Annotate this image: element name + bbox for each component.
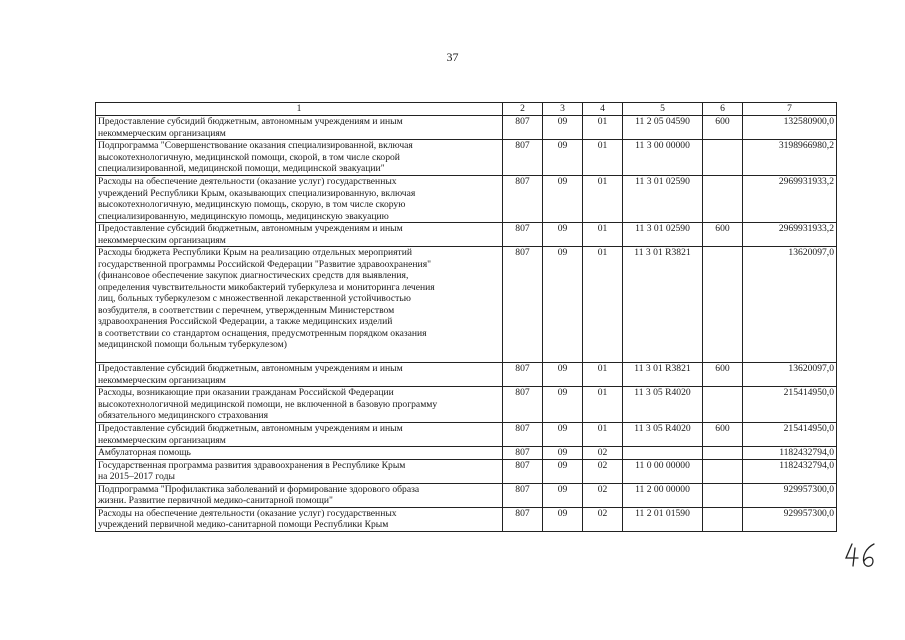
row-target-article: 11 3 05 R4020 xyxy=(623,387,703,423)
row-target-article: 11 2 05 04590 xyxy=(623,116,703,140)
row-ministry-code: 807 xyxy=(503,387,543,423)
row-section-code: 09 xyxy=(543,387,583,423)
row-amount: 3198966980,2 xyxy=(743,140,837,176)
row-section-code: 09 xyxy=(543,223,583,247)
table-row xyxy=(96,116,837,140)
budget-table xyxy=(95,102,837,532)
row-amount: 2969931933,2 xyxy=(743,176,837,223)
row-target-article: 11 0 00 00000 xyxy=(623,459,703,483)
row-section-code: 09 xyxy=(543,140,583,176)
row-name-cell: Расходы, возникающие при оказании гражданам Российской Федерации высокотехнологичной медицинской помощи, не включенной в базовую программу обязательного медицинского страхования xyxy=(96,387,503,423)
row-expense-type xyxy=(703,387,743,423)
row-target-article: 11 3 01 02590 xyxy=(623,223,703,247)
column-header-2: 2 xyxy=(503,103,543,116)
column-header-7: 7 xyxy=(743,103,837,116)
row-target-article: 11 3 00 00000 xyxy=(623,140,703,176)
row-target-article: 11 3 05 R4020 xyxy=(623,423,703,447)
table-row xyxy=(96,363,837,387)
row-name-cell: Расходы на обеспечение деятельности (оказание услуг) государственных учреждений первичной медико-санитарной помощи Республики Крым xyxy=(96,507,503,531)
row-ministry-code: 807 xyxy=(503,363,543,387)
row-expense-type: 600 xyxy=(703,363,743,387)
row-amount: 1182432794,0 xyxy=(743,459,837,483)
row-name-cell: Расходы бюджета Республики Крым на реализацию отдельных мероприятий государственной программы Российской Федерации "Развитие здравоохранения" (финансовое обеспечение закупок диагностических средств для выявления, определения чувствительности микобактерий туберкулеза и мониторинга лечения лиц, больных туберкулезом с множественной лекарственной устойчивостью возбудителя, в соответствии с перечнем, утвержденным Министерством здравоохранения Российской Федерации, а также медицинских изделий в соответствии со стандартом оснащения, предусмотренным порядком оказания медицинской помощи больным туберкулезом) xyxy=(96,247,503,363)
row-target-article: 11 3 01 R3821 xyxy=(623,363,703,387)
row-section-code: 09 xyxy=(543,176,583,223)
row-name-cell: Государственная программа развития здравоохранения в Республике Крым на 2015–2017 годы xyxy=(96,459,503,483)
row-ministry-code: 807 xyxy=(503,140,543,176)
column-header-1: 1 xyxy=(96,103,503,116)
row-name-cell: Предоставление субсидий бюджетным, автономным учреждениям и иным некоммерческим организациям xyxy=(96,423,503,447)
row-name-cell: Предоставление субсидий бюджетным, автономным учреждениям и иным некоммерческим организациям xyxy=(96,363,503,387)
row-amount: 929957300,0 xyxy=(743,483,837,507)
row-expense-type xyxy=(703,140,743,176)
table-row xyxy=(96,140,837,176)
row-name-cell: Предоставление субсидий бюджетным, автономным учреждениям и иным некоммерческим организациям xyxy=(96,223,503,247)
row-name-cell: Предоставление субсидий бюджетным, автономным учреждениям и иным некоммерческим организациям xyxy=(96,116,503,140)
row-subsection-code: 01 xyxy=(583,223,623,247)
row-amount: 13620097,0 xyxy=(743,363,837,387)
row-expense-type xyxy=(703,483,743,507)
column-header-3: 3 xyxy=(543,103,583,116)
row-subsection-code: 01 xyxy=(583,176,623,223)
row-target-article: 11 3 01 R3821 xyxy=(623,247,703,363)
row-name-cell: Подпрограмма "Совершенствование оказания специализированной, включая высокотехнологичную, медицинской помощи, скорой, в том числе скорой специализированной, медицинской помощи, медицинской эвакуации" xyxy=(96,140,503,176)
row-ministry-code: 807 xyxy=(503,483,543,507)
row-target-article xyxy=(623,447,703,460)
row-target-article: 11 3 01 02590 xyxy=(623,176,703,223)
row-subsection-code: 01 xyxy=(583,423,623,447)
row-section-code: 09 xyxy=(543,363,583,387)
row-ministry-code: 807 xyxy=(503,223,543,247)
row-subsection-code: 01 xyxy=(583,247,623,363)
row-target-article: 11 2 00 00000 xyxy=(623,483,703,507)
row-subsection-code: 02 xyxy=(583,507,623,531)
row-name-cell: Расходы на обеспечение деятельности (оказание услуг) государственных учреждений Республики Крым, оказывающих специализированную, включая высокотехнологичную, медицинскую помощь, скорую, в том числе скорую специализированную, медицинскую помощь, медицинскую эвакуацию xyxy=(96,176,503,223)
table-row xyxy=(96,387,837,423)
row-ministry-code: 807 xyxy=(503,447,543,460)
column-header-5: 5 xyxy=(623,103,703,116)
row-subsection-code: 02 xyxy=(583,447,623,460)
row-section-code: 09 xyxy=(543,447,583,460)
row-amount: 929957300,0 xyxy=(743,507,837,531)
row-expense-type xyxy=(703,176,743,223)
row-amount: 215414950,0 xyxy=(743,423,837,447)
column-header-4: 4 xyxy=(583,103,623,116)
table-row xyxy=(96,447,837,460)
row-section-code: 09 xyxy=(543,423,583,447)
row-expense-type xyxy=(703,459,743,483)
row-ministry-code: 807 xyxy=(503,247,543,363)
row-section-code: 09 xyxy=(543,483,583,507)
row-expense-type: 600 xyxy=(703,116,743,140)
row-section-code: 09 xyxy=(543,507,583,531)
row-subsection-code: 01 xyxy=(583,363,623,387)
table-row xyxy=(96,483,837,507)
row-amount: 1182432794,0 xyxy=(743,447,837,460)
table-row xyxy=(96,176,837,223)
row-amount: 13620097,0 xyxy=(743,247,837,363)
row-subsection-code: 02 xyxy=(583,459,623,483)
column-header-6: 6 xyxy=(703,103,743,116)
row-subsection-code: 02 xyxy=(583,483,623,507)
row-amount: 2969931933,2 xyxy=(743,223,837,247)
row-expense-type xyxy=(703,247,743,363)
row-section-code: 09 xyxy=(543,459,583,483)
row-name-cell: Подпрограмма "Профилактика заболеваний и формирование здорового образа жизни. Развитие первичной медико-санитарной помощи" xyxy=(96,483,503,507)
row-amount: 132580900,0 xyxy=(743,116,837,140)
page-number: 37 xyxy=(446,50,459,64)
row-expense-type xyxy=(703,447,743,460)
row-target-article: 11 2 01 01590 xyxy=(623,507,703,531)
row-ministry-code: 807 xyxy=(503,116,543,140)
table-row xyxy=(96,247,837,363)
row-ministry-code: 807 xyxy=(503,507,543,531)
table-row xyxy=(96,507,837,531)
row-ministry-code: 807 xyxy=(503,176,543,223)
table-body xyxy=(96,116,837,532)
row-expense-type xyxy=(703,507,743,531)
row-subsection-code: 01 xyxy=(583,140,623,176)
row-section-code: 09 xyxy=(543,116,583,140)
row-name-cell: Амбулаторная помощь xyxy=(96,447,503,460)
row-subsection-code: 01 xyxy=(583,387,623,423)
handwritten-page-mark xyxy=(842,540,882,570)
table-row xyxy=(96,423,837,447)
row-section-code: 09 xyxy=(543,247,583,363)
row-subsection-code: 01 xyxy=(583,116,623,140)
row-expense-type: 600 xyxy=(703,423,743,447)
row-amount: 215414950,0 xyxy=(743,387,837,423)
row-ministry-code: 807 xyxy=(503,459,543,483)
table-row xyxy=(96,223,837,247)
row-ministry-code: 807 xyxy=(503,423,543,447)
header-row xyxy=(96,103,837,116)
table-row xyxy=(96,459,837,483)
row-expense-type: 600 xyxy=(703,223,743,247)
